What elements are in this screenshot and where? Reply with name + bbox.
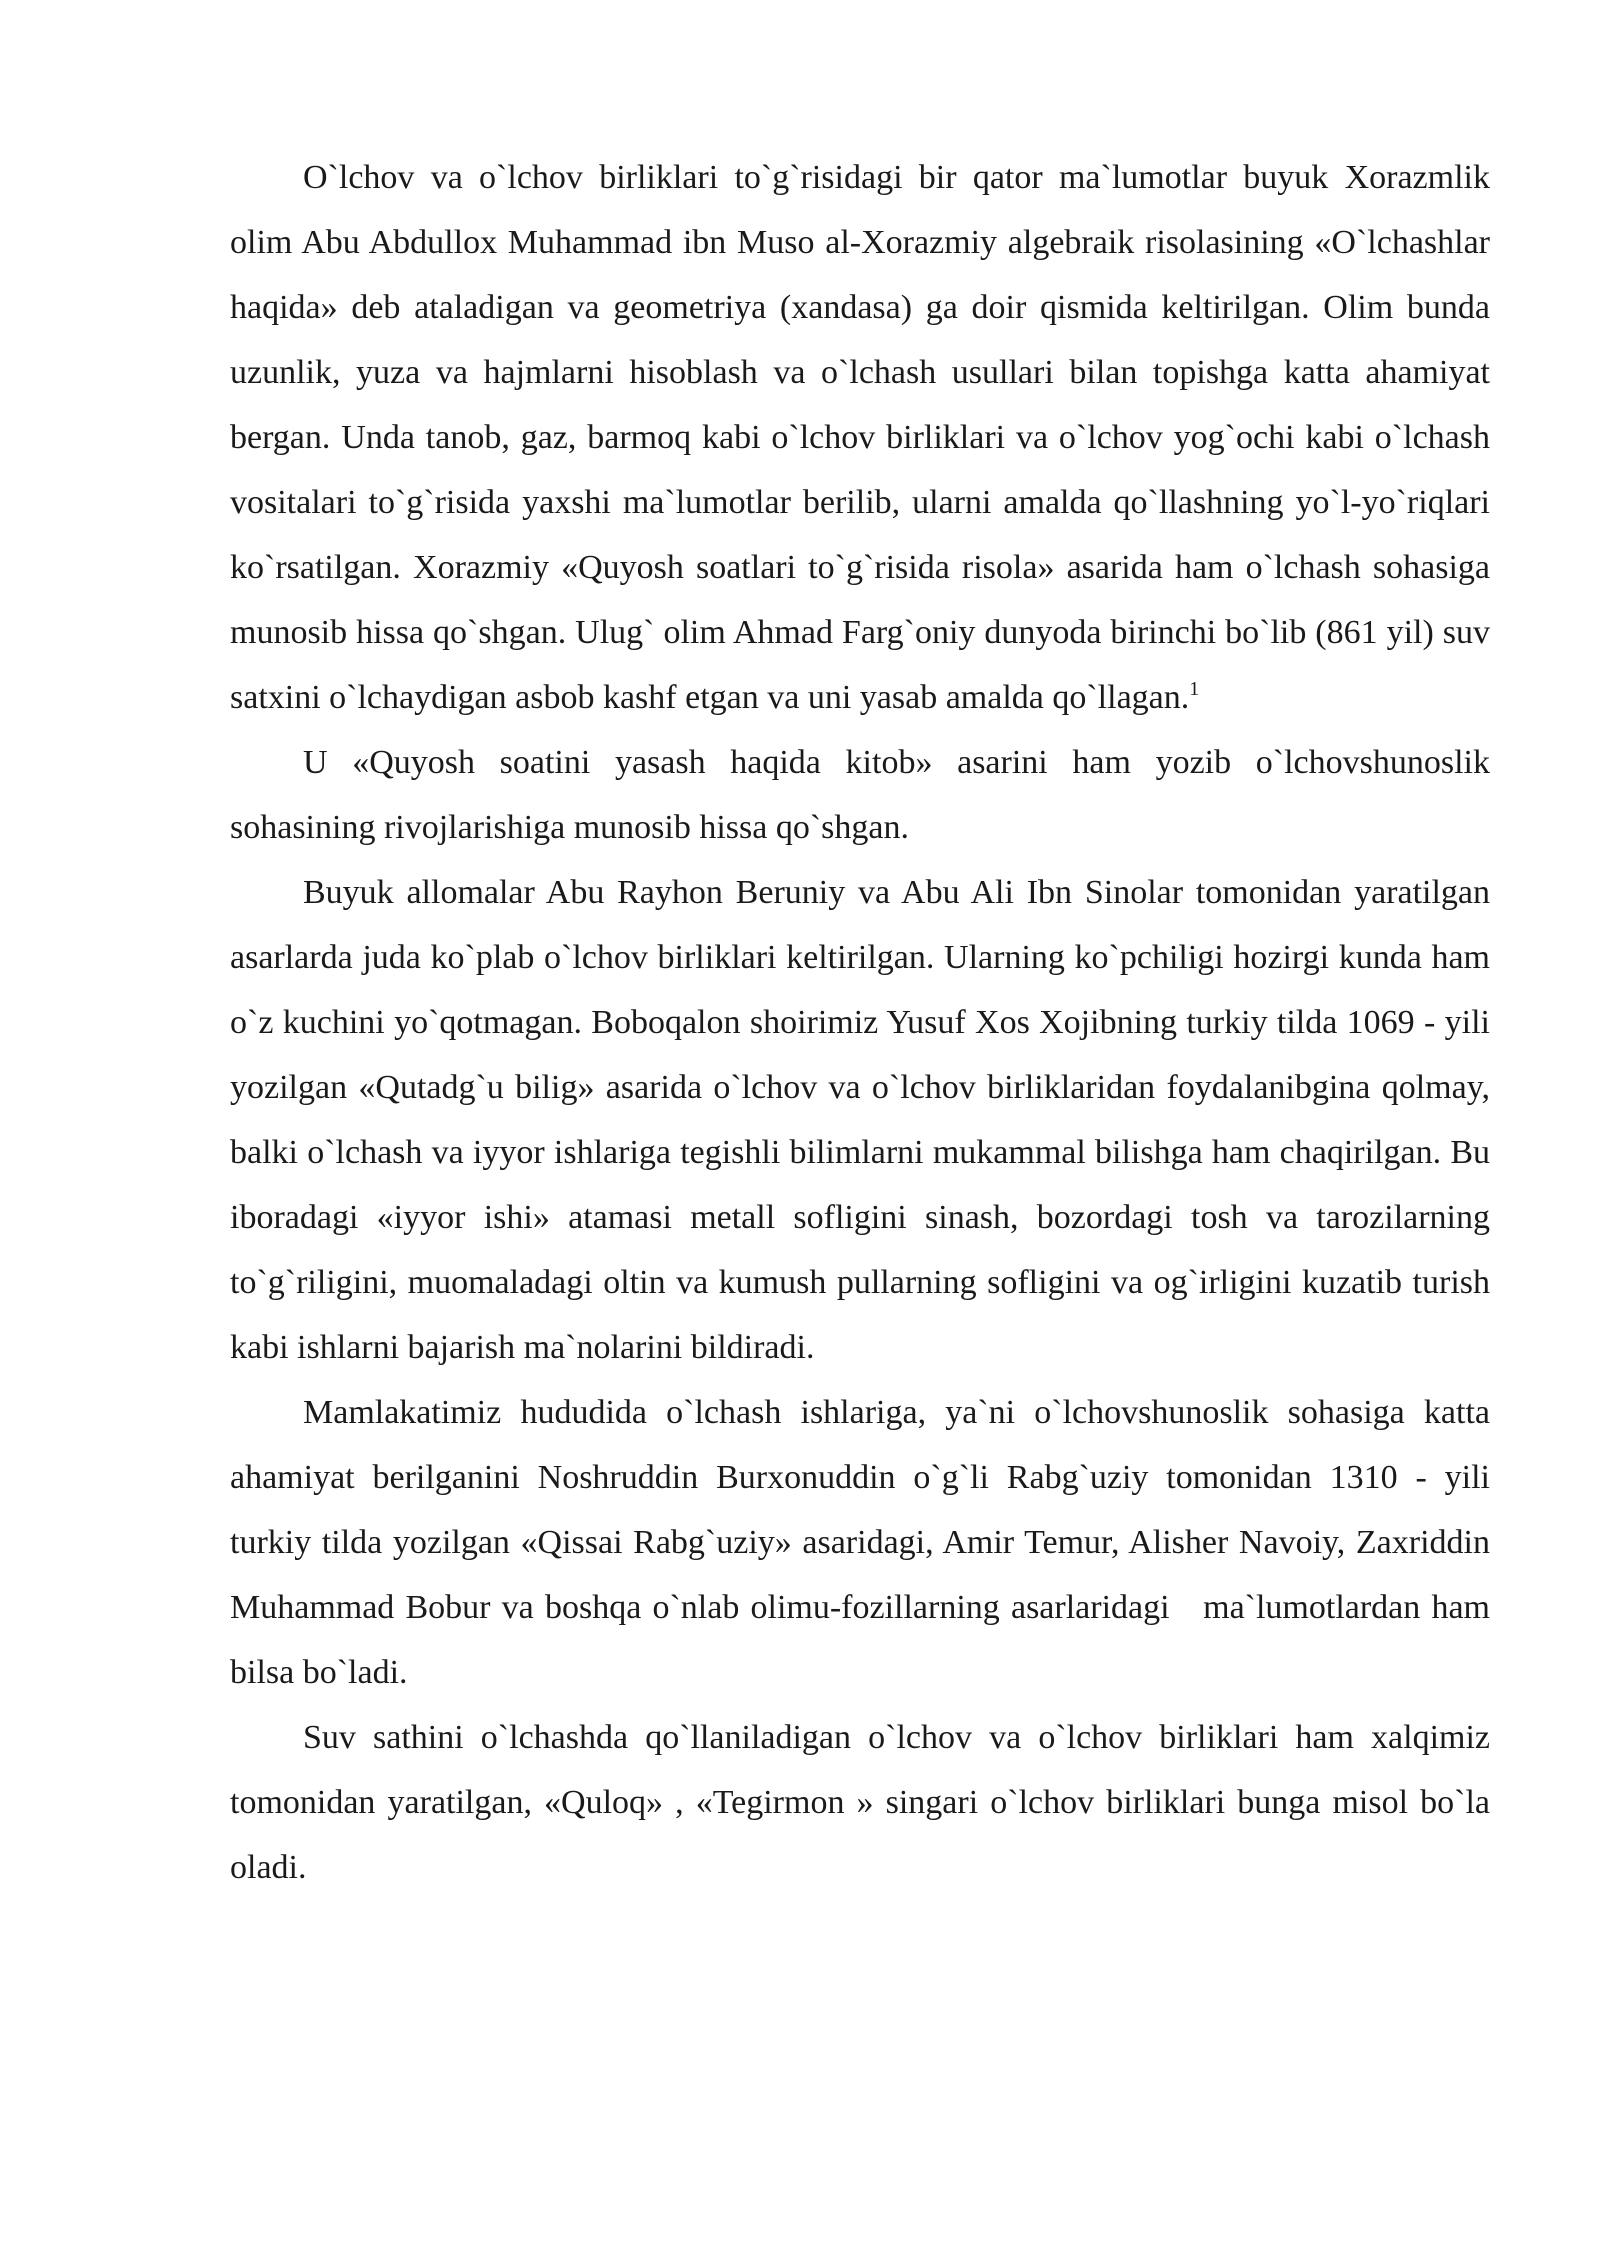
paragraph-4-text: Mamlakatimiz hududida o`lchash ishlariga, ya`ni o`lchovshunoslik sohasiga katta ahamiyat berilganini Noshruddin Burxonuddin o`g`li Rabg`uziy tomonidan 1310 - yili turkiy tilda yozilgan «Qissai Rabg`uziy» asaridagi, Amir Temur, Alisher Navoiy, Zaxriddin Muhammad Bobur va boshqa o`nlab olimu-fozillarning asarlaridagi ma`lumotlardan ham bilsa bo`ladi. [230, 1394, 1499, 1691]
paragraph-2 [230, 730, 1490, 860]
footnote-reference[interactable]: 1 [1189, 678, 1200, 700]
paragraph-5 [230, 1705, 1490, 1900]
body-text [230, 145, 1499, 1900]
paragraph-3-text: Buyuk allomalar Abu Rayhon Beruniy va Abu Ali Ibn Sinolar tomonidan yaratilgan asarlarda juda ko`plab o`lchov birliklari keltirilgan. Ularning ko`pchiligi hozirgi kunda ham o`z kuchini yo`qotmagan. Boboqalon shoirimiz Yusuf Xos Xojibning turkiy tilda 1069 - yili yozilgan «Qutadg`u bilig» asarida o`lchov va o`lchov birliklaridan foydalanibgina qolmay, balki o`lchash va iyyor ishlariga tegishli bilimlarni mukammal bilishga ham chaqirilgan. Bu iboradagi «iyyor ishi» atamasi metall sofligini sinash, bozordagi tosh va tarozilarning to`g`riligini, muomaladagi oltin va kumush pullarning sofligini va og`irligini kuzatib turish kabi ishlarni bajarish ma`nolarini bildiradi. [230, 874, 1490, 1366]
paragraph-2-text: U «Quyosh soatini yasash haqida kitob» asarini ham yozib o`lchovshunoslik sohasining rivojlarishiga munosib hissa qo`shgan. [230, 744, 1490, 846]
paragraph-3 [230, 860, 1490, 1380]
paragraph-1-text: O`lchov va o`lchov birliklari to`g`risidagi bir qator ma`lumotlar buyuk Xorazmlik olim Abu Abdullox Muhammad ibn Muso al-Xorazmiy algebraik risolasining «O`lchashlar haqida» deb ataladigan va geometriya (xandasa) ga doir qismida keltirilgan. Olim bunda uzunlik, yuza va hajmlarni hisoblash va o`lchash usullari bilan topishga katta ahamiyat bergan. Unda tanob, gaz, barmoq kabi o`lchov birliklari va o`lchov yog`ochi kabi o`lchash vositalari to`g`risida yaxshi ma`lumotlar berilib, ularni amalda qo`llashning yo`l-yo`riqlari ko`rsatilgan. Xorazmiy «Quyosh soatlari to`g`risida risola» asarida ham o`lchash sohasiga munosib hissa qo`shgan. Ulug` olim Ahmad Farg`oniy dunyoda birinchi bo`lib (861 yil) suv satxini o`lchaydigan asbob kashf etgan va uni yasab amalda qo`llagan. [230, 159, 1490, 716]
paragraph-4 [230, 1380, 1499, 1705]
paragraph-1 [230, 145, 1490, 730]
paragraph-5-text: Suv sathini o`lchashda qo`llaniladigan o`lchov va o`lchov birliklari ham xalqimiz tomonidan yaratilgan, «Quloq» , «Tegirmon » singari o`lchov birliklari bunga misol bo`la oladi. [230, 1719, 1490, 1886]
